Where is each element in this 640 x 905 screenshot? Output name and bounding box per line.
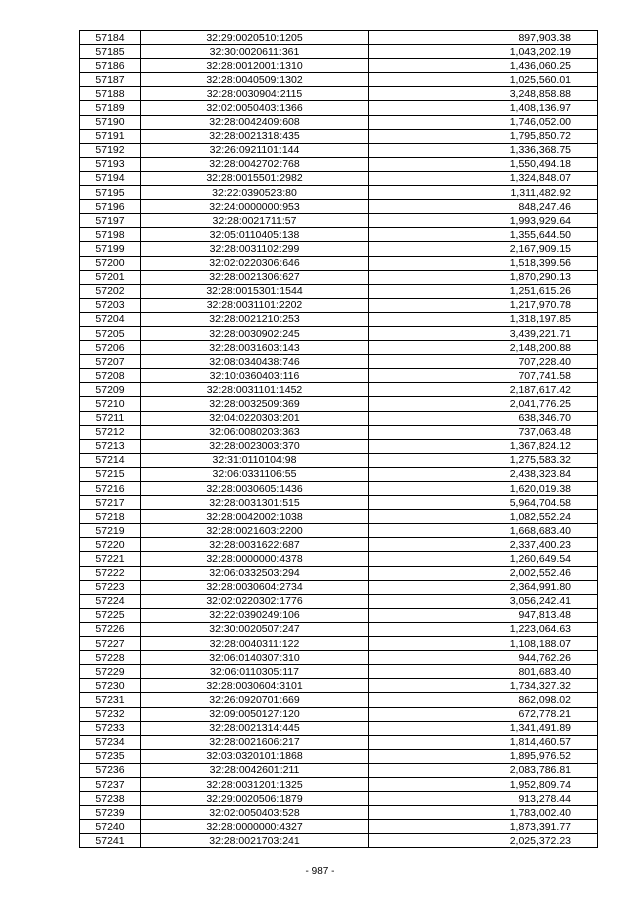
amount-cell: 897,903.38 — [369, 31, 598, 45]
row-number-cell: 57186 — [80, 59, 141, 73]
amount-cell: 1,324,848.07 — [369, 171, 598, 185]
cadastral-number-cell: 32:28:0023003:370 — [141, 439, 369, 453]
amount-cell: 2,041,776.25 — [369, 397, 598, 411]
table-row — [80, 749, 598, 763]
row-number-cell: 57205 — [80, 326, 141, 340]
row-number-cell: 57220 — [80, 538, 141, 552]
table-row — [80, 157, 598, 171]
cadastral-number-cell: 32:02:0050403:1366 — [141, 101, 369, 115]
cadastral-number-cell: 32:28:0015301:1544 — [141, 284, 369, 298]
row-number-cell: 57235 — [80, 749, 141, 763]
table-row — [80, 411, 598, 425]
table-row — [80, 45, 598, 59]
amount-cell: 2,364,991.80 — [369, 580, 598, 594]
row-number-cell: 57229 — [80, 665, 141, 679]
row-number-cell: 57202 — [80, 284, 141, 298]
row-number-cell: 57184 — [80, 31, 141, 45]
row-number-cell: 57209 — [80, 383, 141, 397]
amount-cell: 638,346.70 — [369, 411, 598, 425]
table-row — [80, 214, 598, 228]
table-row — [80, 552, 598, 566]
table-row — [80, 228, 598, 242]
table-row — [80, 622, 598, 636]
row-number-cell: 57222 — [80, 566, 141, 580]
table-row — [80, 171, 598, 185]
row-number-cell: 57226 — [80, 622, 141, 636]
table-row — [80, 792, 598, 806]
row-number-cell: 57207 — [80, 355, 141, 369]
row-number-cell: 57219 — [80, 524, 141, 538]
cadastral-number-cell: 32:28:0032509:369 — [141, 397, 369, 411]
table-row — [80, 383, 598, 397]
row-number-cell: 57187 — [80, 73, 141, 87]
amount-cell: 1,895,976.52 — [369, 749, 598, 763]
cadastral-number-cell: 32:28:0030604:2734 — [141, 580, 369, 594]
table-row — [80, 256, 598, 270]
row-number-cell: 57215 — [80, 467, 141, 481]
cadastral-number-cell: 32:03:0320101:1868 — [141, 749, 369, 763]
row-number-cell: 57228 — [80, 651, 141, 665]
table-row — [80, 298, 598, 312]
table-row — [80, 397, 598, 411]
table-row — [80, 101, 598, 115]
amount-cell: 1,408,136.97 — [369, 101, 598, 115]
row-number-cell: 57230 — [80, 679, 141, 693]
row-number-cell: 57211 — [80, 411, 141, 425]
cadastral-number-cell: 32:28:0021703:241 — [141, 834, 369, 848]
row-number-cell: 57241 — [80, 834, 141, 848]
row-number-cell: 57237 — [80, 777, 141, 791]
amount-cell: 2,167,909.15 — [369, 242, 598, 256]
amount-cell: 1,814,460.57 — [369, 735, 598, 749]
amount-cell: 1,795,850.72 — [369, 129, 598, 143]
table-row — [80, 693, 598, 707]
row-number-cell: 57210 — [80, 397, 141, 411]
amount-cell: 2,337,400.23 — [369, 538, 598, 552]
amount-cell: 1,870,290.13 — [369, 270, 598, 284]
table-row — [80, 482, 598, 496]
amount-cell: 2,025,372.23 — [369, 834, 598, 848]
row-number-cell: 57199 — [80, 242, 141, 256]
cadastral-number-cell: 32:26:0920701:669 — [141, 693, 369, 707]
cadastral-number-cell: 32:28:0021318:435 — [141, 129, 369, 143]
cadastral-number-cell: 32:28:0021306:627 — [141, 270, 369, 284]
amount-cell: 1,518,399.56 — [369, 256, 598, 270]
cadastral-number-cell: 32:06:0332503:294 — [141, 566, 369, 580]
row-number-cell: 57227 — [80, 637, 141, 651]
cadastral-number-cell: 32:28:0031102:299 — [141, 242, 369, 256]
cadastral-number-cell: 32:02:0220302:1776 — [141, 594, 369, 608]
table-body — [80, 31, 598, 848]
amount-cell: 913,278.44 — [369, 792, 598, 806]
row-number-cell: 57234 — [80, 735, 141, 749]
row-number-cell: 57191 — [80, 129, 141, 143]
cadastral-number-cell: 32:24:0000000:953 — [141, 200, 369, 214]
amount-cell: 1,993,929.64 — [369, 214, 598, 228]
cadastral-number-cell: 32:28:0031201:1325 — [141, 777, 369, 791]
cadastral-number-cell: 32:26:0921101:144 — [141, 143, 369, 157]
table-row — [80, 467, 598, 481]
table-row — [80, 242, 598, 256]
cadastral-number-cell: 32:06:0080203:363 — [141, 425, 369, 439]
cadastral-number-cell: 32:06:0140307:310 — [141, 651, 369, 665]
row-number-cell: 57204 — [80, 312, 141, 326]
row-number-cell: 57194 — [80, 171, 141, 185]
table-row — [80, 637, 598, 651]
row-number-cell: 57216 — [80, 482, 141, 496]
table-row — [80, 87, 598, 101]
table-row — [80, 143, 598, 157]
row-number-cell: 57196 — [80, 200, 141, 214]
amount-cell: 1,025,560.01 — [369, 73, 598, 87]
amount-cell: 2,002,552.46 — [369, 566, 598, 580]
row-number-cell: 57240 — [80, 820, 141, 834]
row-number-cell: 57203 — [80, 298, 141, 312]
amount-cell: 1,311,482.92 — [369, 186, 598, 200]
table-row — [80, 270, 598, 284]
cadastral-number-cell: 32:28:0031101:1452 — [141, 383, 369, 397]
row-number-cell: 57239 — [80, 806, 141, 820]
amount-cell: 2,083,786.81 — [369, 763, 598, 777]
row-number-cell: 57193 — [80, 157, 141, 171]
table-row — [80, 580, 598, 594]
amount-cell: 1,436,060.25 — [369, 59, 598, 73]
cadastral-number-cell: 32:28:0021606:217 — [141, 735, 369, 749]
cadastral-number-cell: 32:28:0031301:515 — [141, 496, 369, 510]
data-table — [79, 30, 598, 848]
amount-cell: 707,741.58 — [369, 369, 598, 383]
amount-cell: 1,873,391.77 — [369, 820, 598, 834]
table-row — [80, 510, 598, 524]
table-row — [80, 312, 598, 326]
cadastral-number-cell: 32:28:0021210:253 — [141, 312, 369, 326]
row-number-cell: 57195 — [80, 186, 141, 200]
amount-cell: 2,438,323.84 — [369, 467, 598, 481]
cadastral-number-cell: 32:28:0015501:2982 — [141, 171, 369, 185]
table-row — [80, 341, 598, 355]
table-row — [80, 31, 598, 45]
cadastral-number-cell: 32:28:0031622:687 — [141, 538, 369, 552]
cadastral-number-cell: 32:28:0030604:3101 — [141, 679, 369, 693]
row-number-cell: 57208 — [80, 369, 141, 383]
amount-cell: 1,952,809.74 — [369, 777, 598, 791]
amount-cell: 1,783,002.40 — [369, 806, 598, 820]
table-row — [80, 439, 598, 453]
cadastral-number-cell: 32:09:0050127:120 — [141, 707, 369, 721]
cadastral-number-cell: 32:10:0360403:116 — [141, 369, 369, 383]
table-row — [80, 115, 598, 129]
amount-cell: 1,336,368.75 — [369, 143, 598, 157]
table-row — [80, 186, 598, 200]
amount-cell: 1,082,552.24 — [369, 510, 598, 524]
amount-cell: 5,964,704.58 — [369, 496, 598, 510]
table-row — [80, 566, 598, 580]
row-number-cell: 57236 — [80, 763, 141, 777]
cadastral-number-cell: 32:28:0021711:57 — [141, 214, 369, 228]
amount-cell: 707,228.40 — [369, 355, 598, 369]
amount-cell: 1,620,019.38 — [369, 482, 598, 496]
amount-cell: 672,778.21 — [369, 707, 598, 721]
cadastral-number-cell: 32:28:0012001:1310 — [141, 59, 369, 73]
amount-cell: 3,248,858.88 — [369, 87, 598, 101]
amount-cell: 1,341,491.89 — [369, 721, 598, 735]
row-number-cell: 57200 — [80, 256, 141, 270]
amount-cell: 1,734,327.32 — [369, 679, 598, 693]
cadastral-number-cell: 32:29:0020506:1879 — [141, 792, 369, 806]
cadastral-number-cell: 32:30:0020507:247 — [141, 622, 369, 636]
table-row — [80, 806, 598, 820]
amount-cell: 1,668,683.40 — [369, 524, 598, 538]
amount-cell: 1,217,970.78 — [369, 298, 598, 312]
amount-cell: 2,148,200.88 — [369, 341, 598, 355]
cadastral-number-cell: 32:02:0220306:646 — [141, 256, 369, 270]
cadastral-number-cell: 32:28:0042409:608 — [141, 115, 369, 129]
cadastral-number-cell: 32:05:0110405:138 — [141, 228, 369, 242]
row-number-cell: 57238 — [80, 792, 141, 806]
cadastral-number-cell: 32:29:0020510:1205 — [141, 31, 369, 45]
row-number-cell: 57188 — [80, 87, 141, 101]
cadastral-number-cell: 32:28:0042002:1038 — [141, 510, 369, 524]
amount-cell: 1,260,649.54 — [369, 552, 598, 566]
table-row — [80, 129, 598, 143]
amount-cell: 1,746,052.00 — [369, 115, 598, 129]
row-number-cell: 57190 — [80, 115, 141, 129]
row-number-cell: 57185 — [80, 45, 141, 59]
row-number-cell: 57206 — [80, 341, 141, 355]
table-row — [80, 679, 598, 693]
row-number-cell: 57192 — [80, 143, 141, 157]
table-row — [80, 59, 598, 73]
row-number-cell: 57214 — [80, 453, 141, 467]
row-number-cell: 57213 — [80, 439, 141, 453]
cadastral-number-cell: 32:28:0031101:2202 — [141, 298, 369, 312]
cadastral-number-cell: 32:28:0030904:2115 — [141, 87, 369, 101]
table-row — [80, 453, 598, 467]
table-row — [80, 608, 598, 622]
cadastral-number-cell: 32:28:0040311:122 — [141, 637, 369, 651]
table-row — [80, 820, 598, 834]
table-row — [80, 284, 598, 298]
cadastral-number-cell: 32:08:0340438:746 — [141, 355, 369, 369]
amount-cell: 848,247.46 — [369, 200, 598, 214]
amount-cell: 944,762.26 — [369, 651, 598, 665]
cadastral-number-cell: 32:22:0390523:80 — [141, 186, 369, 200]
row-number-cell: 57189 — [80, 101, 141, 115]
table-row — [80, 425, 598, 439]
cadastral-number-cell: 32:28:0000000:4378 — [141, 552, 369, 566]
row-number-cell: 57232 — [80, 707, 141, 721]
cadastral-number-cell: 32:28:0040509:1302 — [141, 73, 369, 87]
table-row — [80, 369, 598, 383]
cadastral-number-cell: 32:28:0042601:211 — [141, 763, 369, 777]
amount-cell: 737,063.48 — [369, 425, 598, 439]
table-row — [80, 707, 598, 721]
row-number-cell: 57223 — [80, 580, 141, 594]
cadastral-number-cell: 32:31:0110104:98 — [141, 453, 369, 467]
cadastral-number-cell: 32:28:0030902:245 — [141, 326, 369, 340]
cadastral-number-cell: 32:28:0000000:4327 — [141, 820, 369, 834]
cadastral-number-cell: 32:04:0220303:201 — [141, 411, 369, 425]
amount-cell: 1,251,615.26 — [369, 284, 598, 298]
row-number-cell: 57201 — [80, 270, 141, 284]
table-row — [80, 763, 598, 777]
amount-cell: 1,355,644.50 — [369, 228, 598, 242]
table-row — [80, 721, 598, 735]
cadastral-number-cell: 32:22:0390249:106 — [141, 608, 369, 622]
amount-cell: 862,098.02 — [369, 693, 598, 707]
amount-cell: 1,223,064.63 — [369, 622, 598, 636]
amount-cell: 801,683.40 — [369, 665, 598, 679]
cadastral-number-cell: 32:02:0050403:528 — [141, 806, 369, 820]
amount-cell: 1,043,202.19 — [369, 45, 598, 59]
row-number-cell: 57231 — [80, 693, 141, 707]
row-number-cell: 57217 — [80, 496, 141, 510]
cadastral-number-cell: 32:28:0021314:445 — [141, 721, 369, 735]
row-number-cell: 57233 — [80, 721, 141, 735]
table-row — [80, 651, 598, 665]
cadastral-number-cell: 32:28:0021603:2200 — [141, 524, 369, 538]
amount-cell: 1,275,583.32 — [369, 453, 598, 467]
cadastral-number-cell: 32:06:0110305:117 — [141, 665, 369, 679]
amount-cell: 947,813.48 — [369, 608, 598, 622]
table-row — [80, 355, 598, 369]
table-row — [80, 665, 598, 679]
table-row — [80, 524, 598, 538]
table-row — [80, 326, 598, 340]
cadastral-number-cell: 32:30:0020611:361 — [141, 45, 369, 59]
table-row — [80, 735, 598, 749]
table-row — [80, 496, 598, 510]
table-row — [80, 594, 598, 608]
row-number-cell: 57224 — [80, 594, 141, 608]
row-number-cell: 57198 — [80, 228, 141, 242]
cadastral-number-cell: 32:06:0331106:55 — [141, 467, 369, 481]
amount-cell: 2,187,617.42 — [369, 383, 598, 397]
row-number-cell: 57225 — [80, 608, 141, 622]
row-number-cell: 57212 — [80, 425, 141, 439]
row-number-cell: 57218 — [80, 510, 141, 524]
table-row — [80, 73, 598, 87]
cadastral-number-cell: 32:28:0031603:143 — [141, 341, 369, 355]
table-row — [80, 834, 598, 848]
amount-cell: 3,056,242.41 — [369, 594, 598, 608]
table-row — [80, 200, 598, 214]
cadastral-number-cell: 32:28:0042702:768 — [141, 157, 369, 171]
cadastral-number-cell: 32:28:0030605:1436 — [141, 482, 369, 496]
amount-cell: 1,367,824.12 — [369, 439, 598, 453]
table-row — [80, 538, 598, 552]
table-row — [80, 777, 598, 791]
amount-cell: 1,318,197.85 — [369, 312, 598, 326]
row-number-cell: 57197 — [80, 214, 141, 228]
amount-cell: 1,550,494.18 — [369, 157, 598, 171]
amount-cell: 3,439,221.71 — [369, 326, 598, 340]
row-number-cell: 57221 — [80, 552, 141, 566]
amount-cell: 1,108,188.07 — [369, 637, 598, 651]
page-number: - 987 - — [305, 866, 335, 877]
